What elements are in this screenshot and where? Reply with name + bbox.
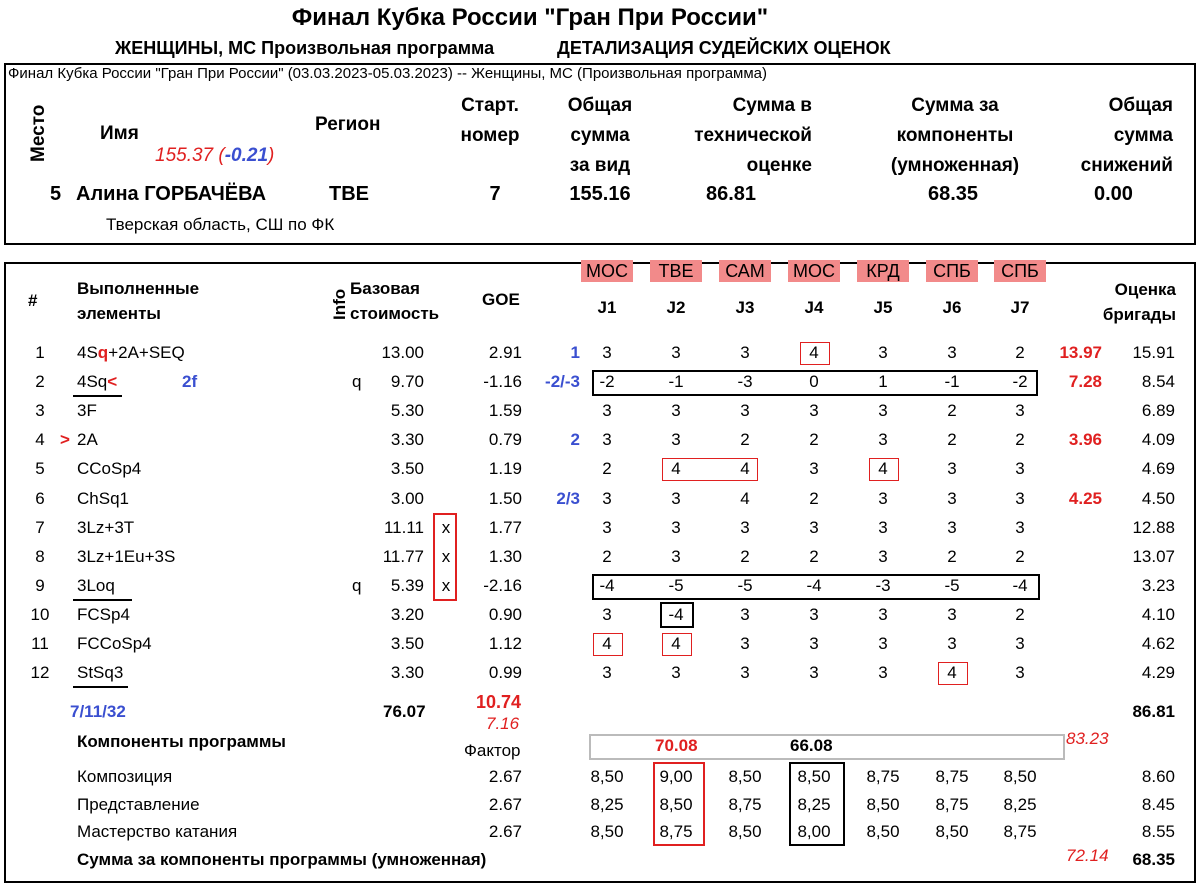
judge-7-score: -2 (1012, 372, 1028, 392)
component-factor: 2.67 (488, 822, 522, 841)
judge-1-score: -4 (599, 575, 615, 595)
element-number: 9 (35, 575, 45, 595)
adjusted-score-red: 3.96 (1068, 430, 1102, 450)
underrotation-marker: > (60, 430, 70, 450)
col-tes-header: Сумма в технической оценке (694, 95, 812, 176)
judge-4-score: 3 (809, 517, 819, 537)
component-factor: 2.67 (488, 794, 522, 814)
judge-label-5: J5 (873, 298, 893, 317)
judge-region-1: МОС (581, 260, 633, 282)
judge-region-6: СПБ (926, 260, 978, 282)
component-factor: 2.67 (488, 767, 522, 786)
judge-1-score: 2 (602, 459, 612, 479)
element-name: 3F (77, 401, 97, 421)
col-region-header: Регион (315, 114, 381, 135)
element-annotation: 2f (182, 372, 198, 392)
judge-7-score: 3 (1015, 488, 1025, 508)
component-judge-3: 8,50 (728, 767, 762, 786)
element-base-value: 9.70 (390, 372, 424, 392)
judge-5-score: 1 (878, 372, 888, 392)
judge-1-score: -2 (599, 372, 615, 392)
judge-2-score: 3 (671, 343, 681, 362)
adjusted-score-red: 7.28 (1068, 372, 1102, 392)
judge-5-score: 3 (878, 546, 888, 566)
judge-5-score: 3 (878, 663, 888, 683)
num-header: # (28, 291, 38, 310)
component-judge-3: 8,50 (728, 822, 762, 841)
components-red-right: 83.23 (1066, 729, 1109, 748)
judge-4-score: 2 (809, 546, 819, 566)
pcs-value: 68.35 (928, 183, 979, 205)
element-number: 2 (35, 372, 45, 392)
component-name: Представление (77, 794, 200, 814)
adjusted-score-red: 13.97 (1059, 343, 1102, 362)
element-base-value: 3.00 (390, 488, 424, 508)
element-number: 11 (31, 634, 49, 653)
component-judge-2: 8,50 (659, 794, 693, 814)
component-judge-7: 8,50 (1003, 767, 1037, 786)
judge-5-score: -3 (875, 575, 891, 595)
judge-region-4: МОС (788, 260, 840, 282)
judge-3-score: 3 (740, 663, 750, 683)
judge-label-1: J1 (597, 298, 617, 317)
highlight-row-black (592, 370, 1038, 396)
judge-2-score: 3 (671, 663, 681, 683)
judge-3-score: 3 (740, 604, 750, 624)
element-goe: 2.91 (488, 343, 522, 362)
element-goe: 0.90 (488, 604, 522, 624)
element-name: 4Sq< (77, 372, 118, 392)
judge-4-score: 2 (809, 430, 819, 450)
judge-3-score: 4 (740, 488, 750, 508)
component-judge-5: 8,50 (866, 822, 900, 841)
element-number: 4 (35, 430, 45, 450)
element-number: 6 (35, 488, 45, 508)
element-underline (73, 395, 122, 397)
judge-2-score: 4 (671, 459, 681, 479)
element-base-value: 3.30 (390, 430, 424, 450)
judge-4-score: 3 (809, 663, 819, 683)
judge-1-score: 4 (602, 634, 612, 653)
component-judge-2: 8,75 (659, 822, 693, 841)
judge-3-score: 2 (740, 430, 750, 450)
component-judge-6: 8,50 (935, 822, 969, 841)
component-judge-7: 8,75 (1003, 822, 1037, 841)
element-panel-score: 4.50 (1141, 488, 1175, 508)
j2-components-highlight (653, 762, 705, 846)
second-half-bonus: x (441, 546, 451, 566)
info-header: Info (330, 288, 349, 320)
judge-2-score: 3 (671, 517, 681, 537)
panel-total: 86.81 (1132, 702, 1175, 721)
judge-1-score: 3 (602, 430, 612, 450)
judge-2-score: 3 (671, 430, 681, 450)
element-number: 10 (30, 604, 50, 624)
deductions-value: 0.00 (1094, 183, 1133, 205)
event-line: Финал Кубка России "Гран При России" (03.03.2023-05.03.2023) -- Женщины, МС (Произвольная программа) (8, 65, 767, 82)
component-sum-j4: 66.08 (790, 736, 833, 755)
highlight-row-black (592, 574, 1040, 600)
component-judge-5: 8,50 (866, 794, 900, 814)
judge-3-score: 3 (740, 634, 750, 653)
element-goe: 1.19 (488, 459, 522, 479)
element-panel-score: 3.23 (1141, 575, 1175, 595)
component-judge-7: 8,25 (1003, 794, 1037, 814)
col-deductions-header: Общая сумма снижений (1080, 95, 1173, 176)
element-underline (73, 686, 128, 688)
element-goe: -1.16 (483, 372, 522, 392)
element-base-value: 3.50 (390, 634, 424, 653)
components-sum-red: 72.14 (1066, 846, 1109, 865)
element-base-value: 13.00 (381, 343, 424, 362)
element-base-value: 3.50 (390, 459, 424, 479)
judge-region-3: САМ (719, 260, 771, 282)
element-panel-score: 12.88 (1132, 517, 1175, 537)
judge-7-score: -4 (1012, 575, 1028, 595)
judge-5-score: 3 (878, 604, 888, 624)
judge-7-score: 3 (1015, 634, 1025, 653)
judge-5-score: 3 (878, 488, 888, 508)
components-sum-label: Сумма за компоненты программы (умноженная) (77, 850, 487, 869)
judge-diff-annotation: 2 (570, 430, 580, 450)
totals-annotation: 7/11/32 (70, 702, 126, 721)
highlight-red (869, 458, 899, 481)
component-judge-6: 8,75 (935, 767, 969, 786)
judge-2-score: 4 (671, 634, 681, 653)
highlight-red (800, 342, 830, 365)
judge-7-score: 3 (1015, 401, 1025, 421)
judge-label-3: J3 (735, 298, 755, 317)
judge-3-score: 3 (740, 343, 750, 362)
element-panel-score: 4.10 (1141, 604, 1175, 624)
second-half-highlight (433, 513, 457, 601)
element-name: 3Loq (77, 575, 115, 595)
element-number: 3 (35, 401, 45, 421)
judge-6-score: -1 (944, 372, 960, 392)
element-underline (73, 599, 132, 601)
judge-1-score: 3 (602, 401, 612, 421)
j4-components-highlight (789, 762, 845, 846)
component-judge-1: 8,50 (590, 822, 624, 841)
judge-7-score: 2 (1015, 343, 1025, 362)
report-subtitle: ДЕТАЛИЗАЦИЯ СУДЕЙСКИХ ОЦЕНОК (557, 38, 891, 58)
judge-2-score: 3 (671, 401, 681, 421)
component-judge-2: 9,00 (659, 767, 693, 786)
element-base-value: 3.30 (390, 663, 424, 683)
judge-label-4: J4 (804, 298, 824, 317)
element-name: ChSq1 (77, 488, 129, 508)
component-name: Мастерство катания (77, 822, 238, 841)
club-name: Тверская область, СШ по ФК (106, 215, 335, 234)
component-panel-score: 8.45 (1141, 794, 1175, 814)
goe-total-red-2: 7.16 (486, 714, 520, 733)
component-judge-3: 8,75 (728, 794, 762, 814)
col-name-header: Имя (100, 123, 139, 144)
judge-2-score: -5 (668, 575, 684, 595)
highlight-red (593, 633, 623, 656)
element-name: FCSp4 (77, 604, 130, 624)
components-sum-value: 68.35 (1132, 850, 1175, 869)
element-number: 7 (35, 517, 45, 537)
judge-4-score: 3 (809, 604, 819, 624)
element-panel-score: 4.69 (1141, 459, 1175, 479)
element-panel-score: 8.54 (1141, 372, 1175, 392)
judge-5-score: 3 (878, 430, 888, 450)
judge-diff-annotation: 1 (570, 343, 580, 362)
component-judge-4: 8,25 (797, 794, 831, 814)
element-panel-score: 6.89 (1141, 401, 1175, 421)
element-goe: 1.77 (488, 517, 522, 537)
element-goe: 0.79 (488, 430, 522, 450)
component-judge-1: 8,50 (590, 767, 624, 786)
judge-7-score: 2 (1015, 430, 1025, 450)
judge-6-score: -5 (944, 575, 960, 595)
elements-header: Выполненные элементы (77, 279, 200, 323)
component-panel-score: 8.60 (1141, 767, 1175, 786)
panel-score-header: Оценка бригады (1102, 280, 1176, 324)
place-value: 5 (50, 183, 62, 205)
element-panel-score: 15.91 (1132, 343, 1175, 362)
element-name: 3Lz+3T (77, 517, 135, 537)
judge-7-score: 2 (1015, 604, 1025, 624)
judge-1-score: 3 (602, 604, 612, 624)
judge-6-score: 2 (947, 401, 957, 421)
judge-4-score: 3 (809, 634, 819, 653)
element-goe: 0.99 (488, 663, 522, 683)
judge-3-score: -3 (737, 372, 753, 392)
start-number-value: 7 (489, 183, 501, 205)
page-title: Финал Кубка России "Гран При России" (291, 4, 769, 31)
judge-3-score: -5 (737, 575, 753, 595)
second-half-bonus: x (441, 575, 451, 595)
judge-3-score: 4 (740, 459, 750, 479)
col-start-header: Старт. номер (460, 95, 520, 146)
second-half-bonus: x (441, 517, 451, 537)
judge-5-score: 3 (878, 343, 888, 362)
judge-1-score: 3 (602, 343, 612, 362)
element-info: q (352, 575, 362, 595)
judge-6-score: 2 (947, 546, 957, 566)
highlight-red (938, 662, 968, 685)
component-sum-j2: 70.08 (655, 736, 698, 755)
goe-header: GOE (482, 290, 520, 309)
element-goe: 1.30 (488, 546, 522, 566)
judge-5-score: 4 (878, 459, 888, 479)
adjusted-score-red: 4.25 (1068, 488, 1102, 508)
region-value: ТВЕ (329, 183, 369, 205)
element-base-value: 3.20 (390, 604, 424, 624)
judge-7-score: 3 (1015, 663, 1025, 683)
judge-diff-annotation: -2/-3 (545, 372, 580, 392)
total-score-value: 155.16 (569, 183, 631, 205)
element-base-value: 5.39 (390, 575, 424, 595)
highlight-red (662, 458, 758, 481)
judge-1-score: 3 (602, 488, 612, 508)
skater-name: Алина ГОРБАЧЁВА (76, 183, 267, 205)
judge-region-5: КРД (857, 260, 909, 282)
judge-3-score: 2 (740, 546, 750, 566)
judge-label-2: J2 (666, 298, 686, 317)
base-total: 76.07 (383, 702, 426, 721)
element-base-value: 5.30 (390, 401, 424, 421)
judge-label-6: J6 (942, 298, 962, 317)
factor-label: Фактор (464, 741, 521, 760)
score-annotation: 155.37 (-0.21) (155, 145, 275, 166)
element-number: 12 (30, 663, 50, 683)
judge-6-score: 3 (947, 459, 957, 479)
judge-2-score: -1 (668, 372, 684, 392)
judge-6-score: 3 (947, 634, 957, 653)
col-place-header: Место (28, 104, 49, 162)
judge-region-2: ТВЕ (650, 260, 702, 282)
judge-7-score: 3 (1015, 517, 1025, 537)
highlight-black (660, 602, 694, 628)
component-judge-6: 8,75 (935, 794, 969, 814)
tes-value: 86.81 (706, 183, 757, 205)
element-base-value: 11.77 (382, 546, 424, 566)
judge-1-score: 2 (602, 546, 612, 566)
element-name: 4Sq+2A+SEQ (77, 343, 185, 362)
judge-3-score: 3 (740, 517, 750, 537)
element-panel-score: 4.09 (1141, 430, 1175, 450)
element-base-value: 11.11 (383, 517, 424, 537)
judge-6-score: 3 (947, 517, 957, 537)
judge-6-score: 3 (947, 488, 957, 508)
element-goe: 1.50 (488, 488, 522, 508)
component-judge-4: 8,00 (797, 822, 831, 841)
judge-2-score: -4 (668, 604, 684, 624)
component-judge-1: 8,25 (590, 794, 624, 814)
component-name: Композиция (77, 767, 173, 786)
element-goe: 1.12 (488, 634, 522, 653)
element-name: 3Lz+1Eu+3S (77, 546, 176, 566)
col-pcs-header: Сумма за компоненты (умноженная) (890, 95, 1020, 176)
judge-4-score: 0 (809, 372, 819, 392)
col-total-header: Общая сумма за вид (567, 95, 633, 176)
judge-2-score: 3 (671, 546, 681, 566)
judge-4-score: 3 (809, 459, 819, 479)
judge-diff-annotation: 2/3 (556, 488, 580, 508)
judge-2-score: 3 (671, 488, 681, 508)
element-number: 5 (35, 459, 45, 479)
judge-4-score: 3 (809, 401, 819, 421)
judge-label-7: J7 (1010, 298, 1030, 317)
element-name: 2A (77, 430, 98, 450)
judge-3-score: 3 (740, 401, 750, 421)
judge-1-score: 3 (602, 517, 612, 537)
judge-5-score: 3 (878, 634, 888, 653)
judge-4-score: -4 (806, 575, 822, 595)
base-value-header: Базовая стоимость (350, 279, 440, 323)
judge-6-score: 2 (947, 430, 957, 450)
goe-total-red: 10.74 (476, 692, 522, 712)
element-goe: -2.16 (483, 575, 522, 595)
element-number: 8 (35, 546, 45, 566)
element-panel-score: 13.07 (1132, 546, 1175, 566)
component-judge-4: 8,50 (797, 767, 831, 786)
judge-6-score: 3 (947, 604, 957, 624)
component-panel-score: 8.55 (1141, 822, 1175, 841)
judge-4-score: 2 (809, 488, 819, 508)
component-judge-5: 8,75 (866, 767, 900, 786)
element-panel-score: 4.29 (1141, 663, 1175, 683)
judge-4-score: 4 (809, 343, 819, 362)
judge-5-score: 3 (878, 401, 888, 421)
element-info: q (352, 372, 362, 392)
element-name: CCoSp4 (77, 459, 142, 479)
judge-7-score: 2 (1015, 546, 1025, 566)
element-goe: 1.59 (488, 401, 522, 421)
element-panel-score: 4.62 (1141, 634, 1175, 653)
judge-region-7: СПБ (994, 260, 1046, 282)
judge-6-score: 4 (947, 663, 957, 683)
judge-6-score: 3 (947, 343, 957, 362)
judge-7-score: 3 (1015, 459, 1025, 479)
element-number: 1 (35, 343, 45, 362)
highlight-red (662, 633, 692, 656)
judge-1-score: 3 (602, 663, 612, 683)
components-title: Компоненты программы (77, 732, 286, 751)
element-name: FCCoSp4 (77, 634, 152, 653)
judge-5-score: 3 (878, 517, 888, 537)
element-name: StSq3 (77, 663, 124, 683)
program-subtitle: ЖЕНЩИНЫ, МС Произвольная программа (115, 38, 495, 58)
